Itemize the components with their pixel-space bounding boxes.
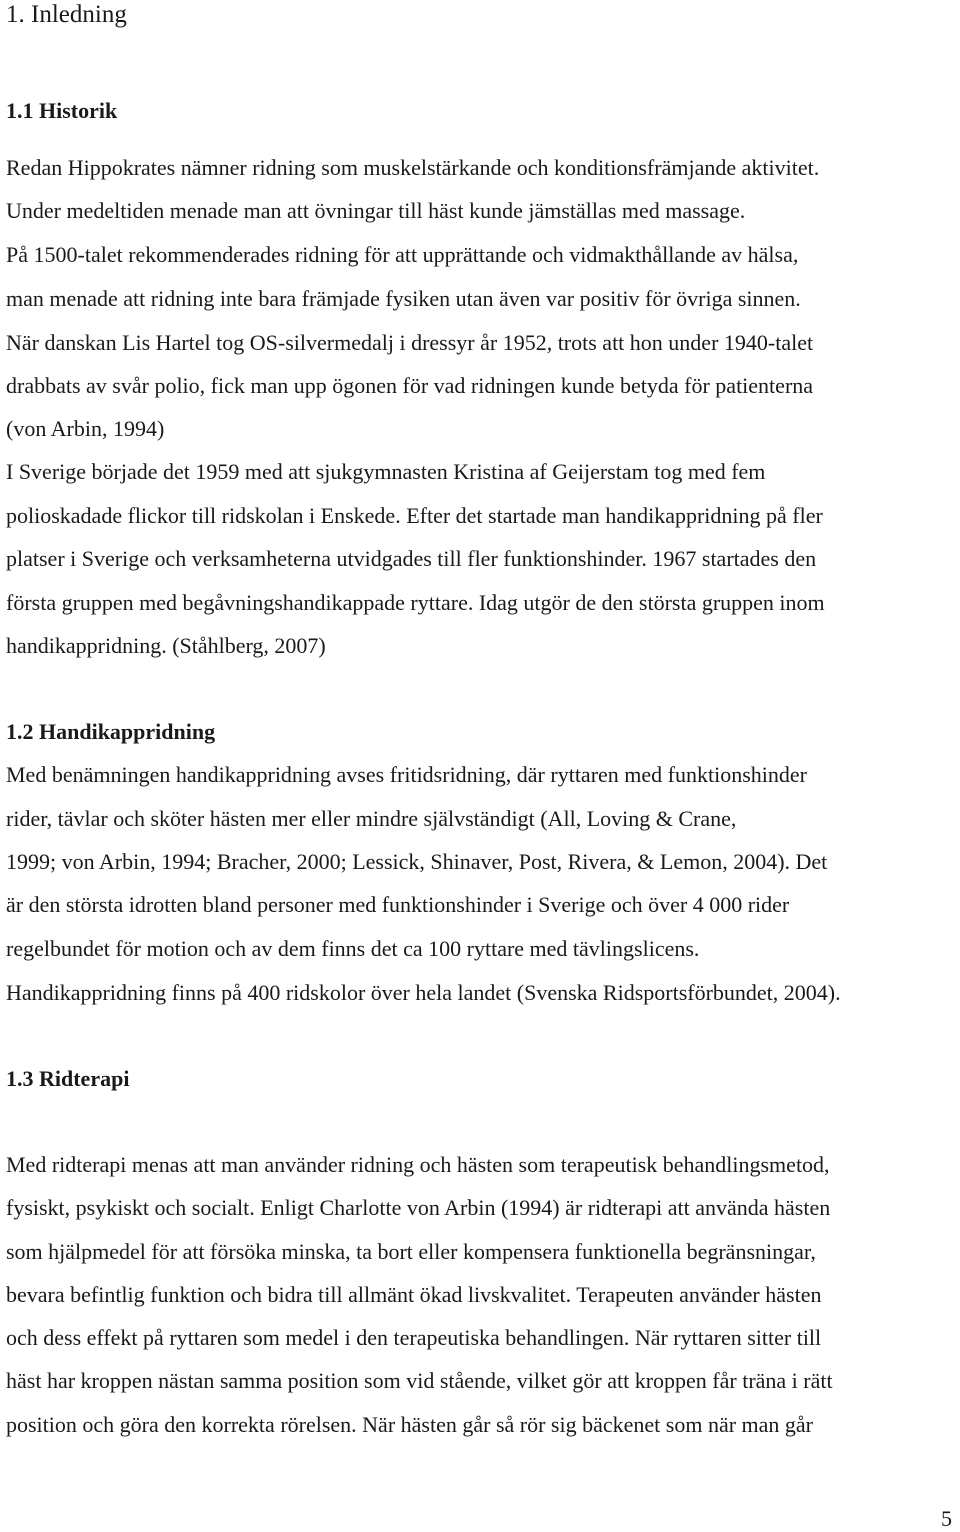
page-number: 5: [941, 1506, 952, 1531]
paragraph-line: fysiskt, psykiskt och socialt. Enligt Charlotte von Arbin (1994) är ridterapi att använda hästen: [6, 1195, 831, 1220]
paragraph-line: Under medeltiden menade man att övningar till häst kunde jämställas med massage.: [6, 198, 746, 223]
paragraph-line: polioskadade flickor till ridskolan i Enskede. Efter det startade man handikappridning på fler: [6, 503, 823, 528]
paragraph-line: I Sverige började det 1959 med att sjukgymnasten Kristina af Geijerstam tog med fem: [6, 459, 766, 484]
paragraph-line: regelbundet för motion och av dem finns det ca 100 ryttare med tävlingslicens.: [6, 936, 700, 961]
paragraph-line: På 1500-talet rekommenderades ridning för att upprättande och vidmakthållande av hälsa,: [6, 242, 799, 267]
paragraph-line: Redan Hippokrates nämner ridning som muskelstärkande och konditionsfrämjande aktivitet.: [6, 155, 820, 180]
paragraph-line: häst har kroppen nästan samma position som vid stående, vilket gör att kroppen får träna i rätt: [6, 1368, 833, 1393]
paragraph-line: rider, tävlar och sköter hästen mer eller mindre självständigt (All, Loving & Crane,: [6, 806, 737, 831]
paragraph-line: Med benämningen handikappridning avses fritidsridning, där ryttaren med funktionshinder: [6, 762, 807, 787]
section-heading-handikappridning: 1.2 Handikappridning: [6, 719, 216, 744]
paragraph-line: Handikappridning finns på 400 ridskolor över hela landet (Svenska Ridsportsförbundet, 2004).: [6, 980, 841, 1005]
paragraph-line: bevara befintlig funktion och bidra till allmänt ökad livskvalitet. Terapeuten använder hästen: [6, 1282, 822, 1307]
chapter-title: 1. Inledning: [6, 1, 127, 28]
paragraph-line: man menade att ridning inte bara främjade fysiken utan även var positiv för övriga sinnen.: [6, 286, 801, 311]
paragraph-line: position och göra den korrekta rörelsen. När hästen går så rör sig bäckenet som när man går: [6, 1412, 813, 1437]
paragraph-line: och dess effekt på ryttaren som medel i den terapeutiska behandlingen. När ryttaren sitter till: [6, 1325, 822, 1350]
paragraph-line: När danskan Lis Hartel tog OS-silvermedalj i dressyr år 1952, trots att hon under 1940-talet: [6, 330, 814, 355]
paragraph-line: första gruppen med begåvningshandikappade ryttare. Idag utgör de den största gruppen inom: [6, 590, 825, 615]
paragraph-line: drabbats av svår polio, fick man upp ögonen för vad ridningen kunde betyda för patienterna: [6, 373, 814, 398]
paragraph-line: handikappridning. (Ståhlberg, 2007): [6, 633, 326, 658]
paragraph-line: 1999; von Arbin, 1994; Bracher, 2000; Lessick, Shinaver, Post, Rivera, & Lemon, 2004). Det: [6, 849, 828, 874]
paragraph-line: (von Arbin, 1994): [6, 416, 165, 441]
paragraph-line: Med ridterapi menas att man använder ridning och hästen som terapeutisk behandlingsmetod,: [6, 1152, 830, 1177]
paragraph-line: är den största idrotten bland personer med funktionshinder i Sverige och över 4 000 rider: [6, 892, 790, 917]
section-heading-ridterapi: 1.3 Ridterapi: [6, 1066, 130, 1091]
paragraph-line: platser i Sverige och verksamheterna utvidgades till fler funktionshinder. 1967 startades den: [6, 546, 817, 571]
section-heading-historik: 1.1 Historik: [6, 98, 118, 123]
paragraph-line: som hjälpmedel för att försöka minska, ta bort eller kompensera funktionella begränsningar,: [6, 1239, 816, 1264]
